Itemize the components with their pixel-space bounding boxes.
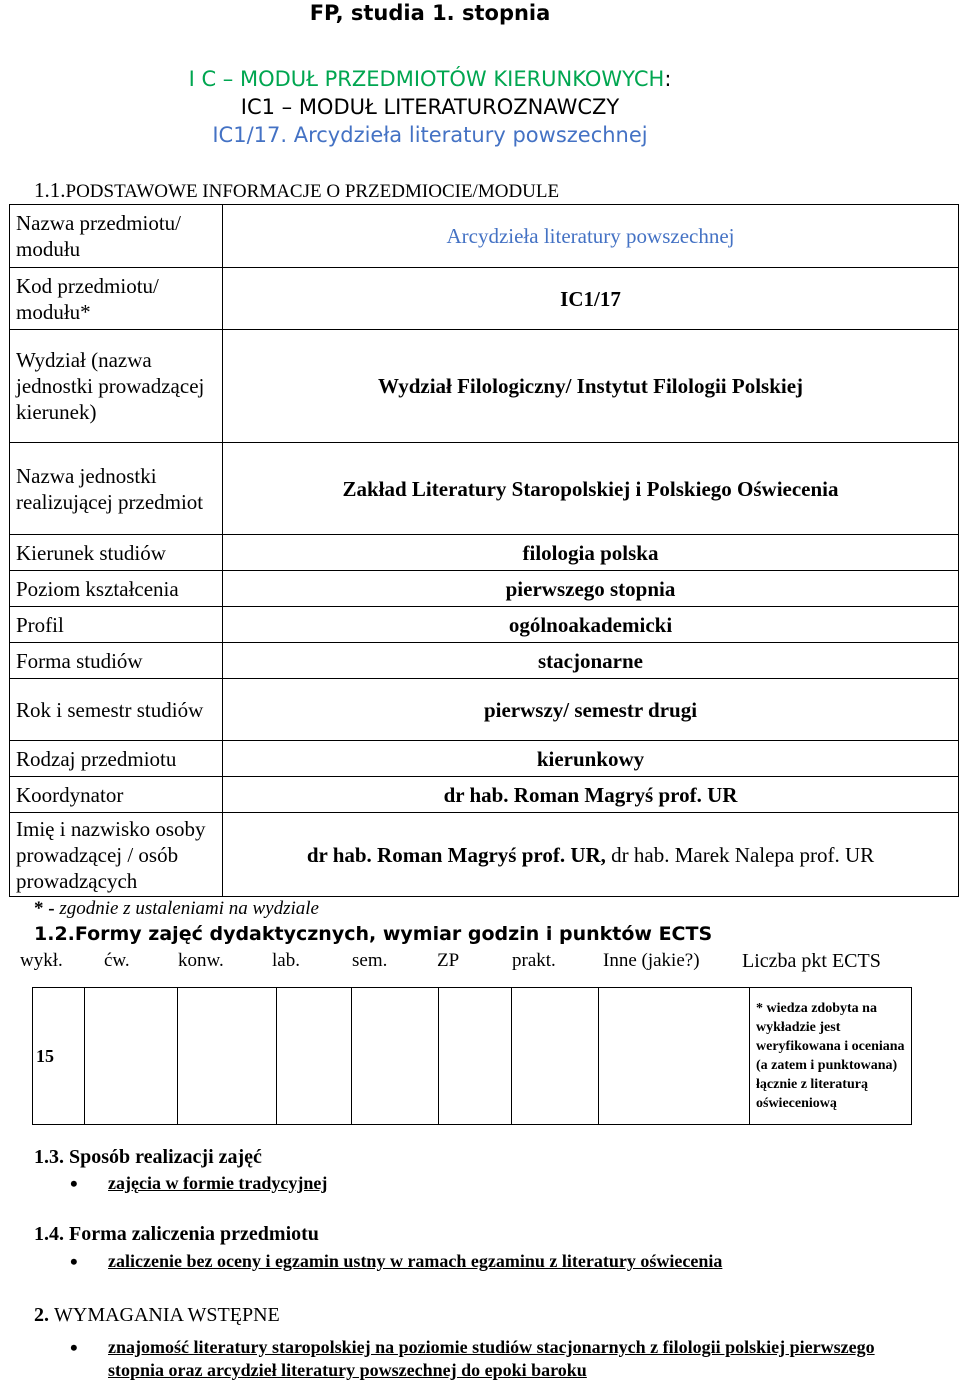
table-row [10, 571, 959, 607]
forms-table [32, 987, 912, 1125]
table-row [10, 268, 959, 330]
profile-value: ogólnoakademicki [223, 607, 959, 643]
table-row [10, 535, 959, 571]
module-title-colon: : [664, 67, 672, 91]
section-2-heading [34, 1302, 280, 1328]
section-1-4-list [32, 1250, 932, 1273]
coordinator-value: dr hab. Roman Magryś prof. UR [223, 777, 959, 813]
lecturer-primary: dr hab. Roman Magryś prof. UR, [306, 842, 606, 867]
year-semester-value: pierwszy/ semestr drugi [223, 679, 959, 741]
form-header-lab: lab. [272, 950, 300, 971]
form-header-ects: Liczba pkt ECTS [742, 950, 881, 972]
form-header-other: Inne (jakie?) [603, 950, 700, 971]
row-label: Profil [10, 607, 223, 643]
list-item: • zaliczenie bez oceny i egzamin ustny w ramach egzaminu z literatury oświecenia [32, 1250, 932, 1273]
document-header-top: FP, studia 1. stopnia [309, 1, 551, 25]
lecturer-secondary: dr hab. Marek Nalepa prof. UR [605, 842, 875, 867]
form-header-zp: ZP [437, 950, 460, 971]
table-row [10, 679, 959, 741]
seminar-hours [352, 988, 439, 1125]
module-title [0, 65, 860, 93]
form-header-lecture: wykł. [20, 950, 63, 971]
section-1-3-list [32, 1172, 327, 1195]
table-row [10, 643, 959, 679]
basic-info-table [9, 204, 959, 897]
module-subtitle: IC1 – MODUŁ LITERATUROZNAWCZY [240, 95, 620, 119]
section-2-title: WYMAGANIA WSTĘPNE [54, 1304, 280, 1326]
form-header-conversation: konw. [178, 950, 224, 971]
form-header-practice: prakt. [512, 950, 556, 971]
row-label: Poziom kształcenia [10, 571, 223, 607]
module-title-green: I C – MODUŁ PRZEDMIOTÓW KIERUNKOWYCH [188, 67, 665, 91]
section-1-1-title: PODSTAWOWE INFORMACJE O PRZEDMIOCIE/MODULE [65, 181, 560, 202]
row-label: Koordynator [10, 777, 223, 813]
level-value: pierwszego stopnia [223, 571, 959, 607]
zp-hours [439, 988, 512, 1125]
footnote [34, 897, 319, 921]
course-name-value: Arcydzieła literatury powszechnej [223, 205, 959, 268]
section-1-1-heading [34, 178, 559, 204]
list-item: • znajomość literatury staropolskiej na poziomie studiów stacjonarnych z filologii polskiej pierwszego stopnia oraz arcydzieł literatury powszechnej do epoki baroku [32, 1336, 932, 1382]
section-1-1-number: 1.1. [34, 178, 66, 202]
table-row [10, 443, 959, 535]
table-row [10, 607, 959, 643]
table-row [10, 205, 959, 268]
row-label: Kierunek studiów [10, 535, 223, 571]
exercises-hours [85, 988, 178, 1125]
form-header-exercises: ćw. [104, 950, 130, 971]
row-label: Nazwa jednostki realizującej przedmiot [10, 443, 223, 535]
course-type-value: kierunkowy [223, 741, 959, 777]
lecture-hours: 15 [33, 988, 85, 1125]
form-header-seminar: sem. [352, 950, 388, 971]
conversation-hours [178, 988, 277, 1125]
row-label: Kod przedmiotu/ modułu* [10, 268, 223, 330]
table-row [10, 777, 959, 813]
lab-hours [277, 988, 352, 1125]
table-row [10, 813, 959, 897]
lecturers-value [223, 813, 959, 897]
study-form-value: stacjonarne [223, 643, 959, 679]
table-row [10, 330, 959, 443]
row-label: Forma studiów [10, 643, 223, 679]
unit-value: Zakład Literatury Staropolskiej i Polskiego Oświecenia [223, 443, 959, 535]
faculty-value: Wydział Filologiczny/ Instytut Filologii Polskiej [223, 330, 959, 443]
list-item: • zajęcia w formie tradycyjnej [32, 1172, 327, 1195]
footnote-star: * - [34, 898, 55, 919]
row-label: Rok i semestr studiów [10, 679, 223, 741]
section-2-list [32, 1336, 932, 1382]
other-hours [599, 988, 750, 1125]
field-of-study-value: filologia polska [223, 535, 959, 571]
table-row [33, 988, 912, 1125]
section-1-2-heading: 1.2.Formy zajęć dydaktycznych, wymiar godzin i punktów ECTS [34, 923, 713, 945]
course-title: IC1/17. Arcydzieła literatury powszechnej [212, 123, 648, 147]
practice-hours [512, 988, 599, 1125]
table-row [10, 741, 959, 777]
row-label: Nazwa przedmiotu/ modułu [10, 205, 223, 268]
row-label: Imię i nazwisko osoby prowadzącej / osób prowadzących [10, 813, 223, 897]
course-code-value: IC1/17 [223, 268, 959, 330]
footnote-text: zgodnie z ustaleniami na wydziale [59, 898, 319, 919]
row-label: Wydział (nazwa jednostki prowadzącej kierunek) [10, 330, 223, 443]
section-1-4-heading: 1.4. Forma zaliczenia przedmiotu [34, 1223, 319, 1245]
section-1-3-heading: 1.3. Sposób realizacji zajęć [34, 1146, 262, 1168]
ects-note: * wiedza zdobyta na wykładzie jest weryfikowana i oceniana (a zatem i punktowana) łącznie z literaturą oświeceniową [750, 988, 912, 1125]
row-label: Rodzaj przedmiotu [10, 741, 223, 777]
section-2-number: 2. [34, 1304, 49, 1326]
